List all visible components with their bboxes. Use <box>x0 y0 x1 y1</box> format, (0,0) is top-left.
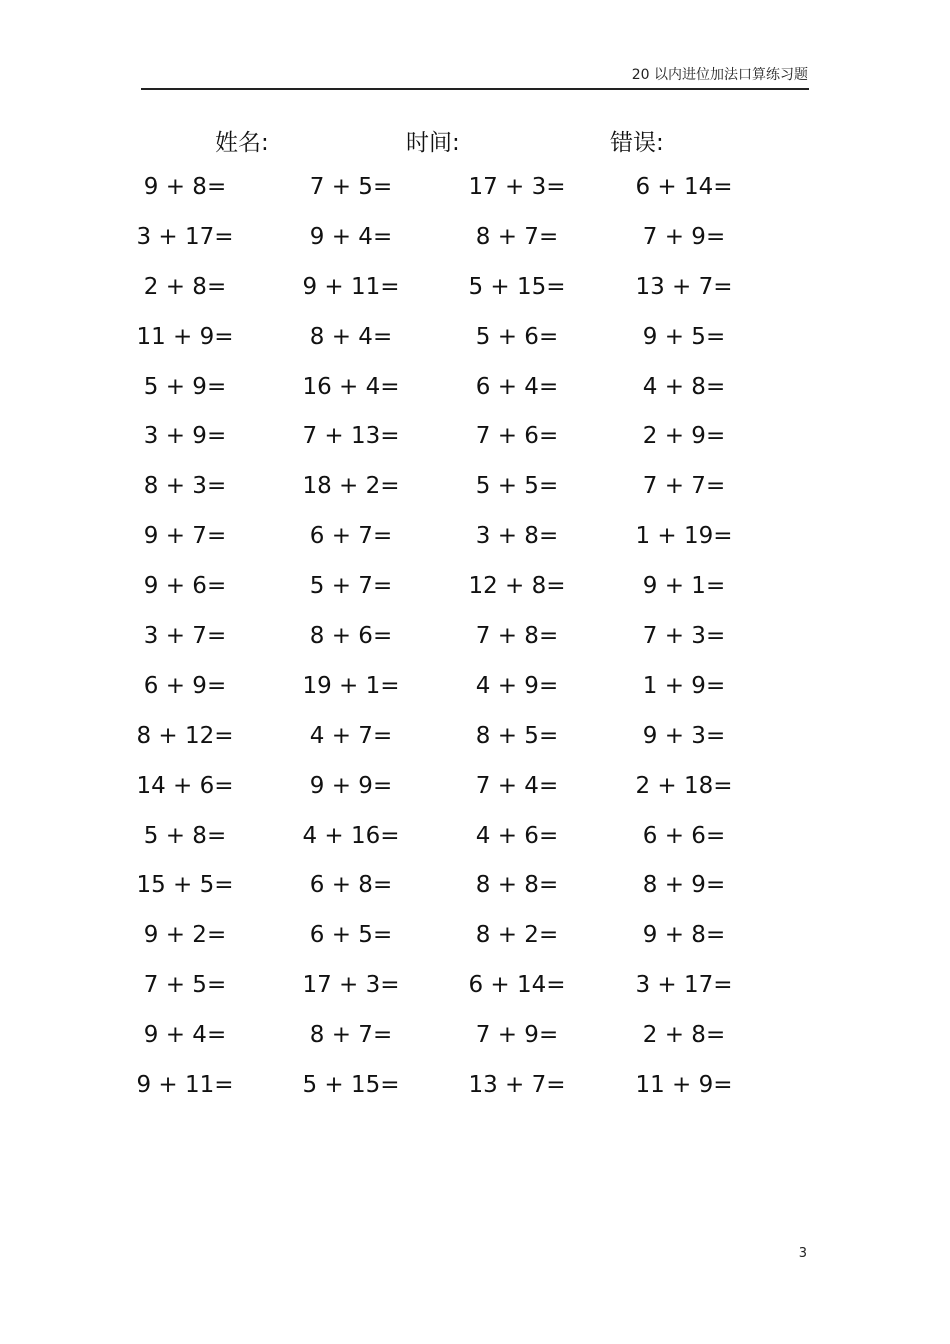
problem-item: 11 + 9= <box>136 323 234 350</box>
problem-item: 9 + 4= <box>309 223 393 250</box>
problem-item: 2 + 8= <box>143 273 227 300</box>
problem-row <box>0 166 950 216</box>
problem-row <box>0 515 950 565</box>
problem-item: 6 + 7= <box>309 523 393 550</box>
problem-item: 5 + 5= <box>475 473 559 500</box>
problem-item: 8 + 7= <box>475 223 559 250</box>
problem-item: 8 + 2= <box>475 922 559 949</box>
problem-item: 8 + 3= <box>143 473 227 500</box>
problem-item: 9 + 3= <box>642 722 726 749</box>
problem-item: 19 + 1= <box>302 672 400 699</box>
problem-row <box>0 216 950 266</box>
problem-row <box>0 1014 950 1064</box>
problem-row <box>0 1064 950 1114</box>
problem-item: 6 + 9= <box>143 672 227 699</box>
problem-row <box>0 715 950 765</box>
problem-item: 4 + 8= <box>642 373 726 400</box>
problem-row <box>0 316 950 366</box>
problem-item: 3 + 7= <box>143 623 227 650</box>
problem-item: 8 + 9= <box>642 872 726 899</box>
problem-item: 1 + 9= <box>642 672 726 699</box>
problem-item: 9 + 5= <box>642 323 726 350</box>
problem-item: 6 + 14= <box>635 174 733 200</box>
problem-item: 2 + 9= <box>642 423 726 450</box>
problem-item: 5 + 9= <box>143 373 227 400</box>
problem-item: 18 + 2= <box>302 473 400 500</box>
problem-item: 9 + 2= <box>143 922 227 949</box>
problem-item: 5 + 8= <box>143 822 227 849</box>
problem-row <box>0 864 950 914</box>
problem-item: 5 + 15= <box>468 273 566 300</box>
problem-row <box>0 914 950 964</box>
problem-item: 7 + 7= <box>642 473 726 500</box>
problem-item: 9 + 7= <box>143 523 227 550</box>
problem-item: 17 + 3= <box>468 174 566 200</box>
problem-item: 8 + 12= <box>136 722 234 749</box>
problem-row <box>0 765 950 815</box>
problem-row <box>0 615 950 665</box>
problem-item: 7 + 5= <box>143 972 227 999</box>
problem-item: 8 + 7= <box>309 1022 393 1049</box>
problem-item: 3 + 8= <box>475 523 559 550</box>
problem-item: 7 + 4= <box>475 772 559 799</box>
problem-item: 14 + 6= <box>136 772 234 799</box>
problem-item: 7 + 9= <box>475 1022 559 1049</box>
problem-item: 8 + 5= <box>475 722 559 749</box>
problem-item: 5 + 7= <box>309 573 393 600</box>
problem-row <box>0 665 950 715</box>
problem-item: 16 + 4= <box>302 373 400 400</box>
problem-item: 13 + 7= <box>468 1072 566 1099</box>
problem-item: 6 + 6= <box>642 822 726 849</box>
problem-item: 9 + 9= <box>309 772 393 799</box>
name-label: 姓名: <box>215 130 269 156</box>
problem-item: 9 + 8= <box>143 174 227 200</box>
problem-item: 9 + 1= <box>642 573 726 600</box>
problem-item: 2 + 8= <box>642 1022 726 1049</box>
time-label: 时间: <box>406 130 460 156</box>
problem-item: 6 + 14= <box>468 972 566 999</box>
problem-item: 8 + 8= <box>475 872 559 899</box>
problem-row <box>0 815 950 865</box>
problem-item: 9 + 11= <box>302 273 400 300</box>
problem-row <box>0 465 950 515</box>
problem-item: 7 + 5= <box>309 174 393 200</box>
problem-item: 9 + 6= <box>143 573 227 600</box>
errors-label: 错误: <box>610 130 664 156</box>
problem-item: 2 + 18= <box>635 772 733 799</box>
problem-item: 7 + 6= <box>475 423 559 450</box>
problem-item: 4 + 9= <box>475 672 559 699</box>
problem-row <box>0 964 950 1014</box>
problem-row <box>0 266 950 316</box>
problem-row <box>0 366 950 416</box>
problem-item: 6 + 8= <box>309 872 393 899</box>
problem-grid <box>0 166 950 1114</box>
problem-item: 13 + 7= <box>635 273 733 300</box>
problem-item: 9 + 4= <box>143 1022 227 1049</box>
header-title: 20 以内进位加法口算练习题 <box>631 67 808 83</box>
problem-item: 3 + 17= <box>635 972 733 999</box>
problem-item: 7 + 9= <box>642 223 726 250</box>
problem-item: 15 + 5= <box>136 872 234 899</box>
problem-item: 7 + 8= <box>475 623 559 650</box>
problem-row <box>0 415 950 465</box>
problem-item: 3 + 17= <box>136 223 234 250</box>
problem-item: 4 + 7= <box>309 722 393 749</box>
problem-item: 5 + 6= <box>475 323 559 350</box>
problem-item: 4 + 6= <box>475 822 559 849</box>
problem-item: 8 + 6= <box>309 623 393 650</box>
problem-item: 6 + 5= <box>309 922 393 949</box>
problem-item: 3 + 9= <box>143 423 227 450</box>
problem-item: 8 + 4= <box>309 323 393 350</box>
header-rule <box>141 88 809 90</box>
problem-item: 9 + 11= <box>136 1072 234 1099</box>
problem-item: 7 + 13= <box>302 423 400 450</box>
problem-item: 12 + 8= <box>468 573 566 600</box>
problem-item: 4 + 16= <box>302 822 400 849</box>
problem-item: 6 + 4= <box>475 373 559 400</box>
problem-item: 17 + 3= <box>302 972 400 999</box>
page-number: 3 <box>798 1246 807 1261</box>
problem-item: 7 + 3= <box>642 623 726 650</box>
problem-item: 1 + 19= <box>635 523 733 550</box>
info-row <box>0 124 950 164</box>
problem-item: 5 + 15= <box>302 1072 400 1099</box>
problem-item: 9 + 8= <box>642 922 726 949</box>
problem-item: 11 + 9= <box>635 1072 733 1099</box>
problem-row <box>0 565 950 615</box>
